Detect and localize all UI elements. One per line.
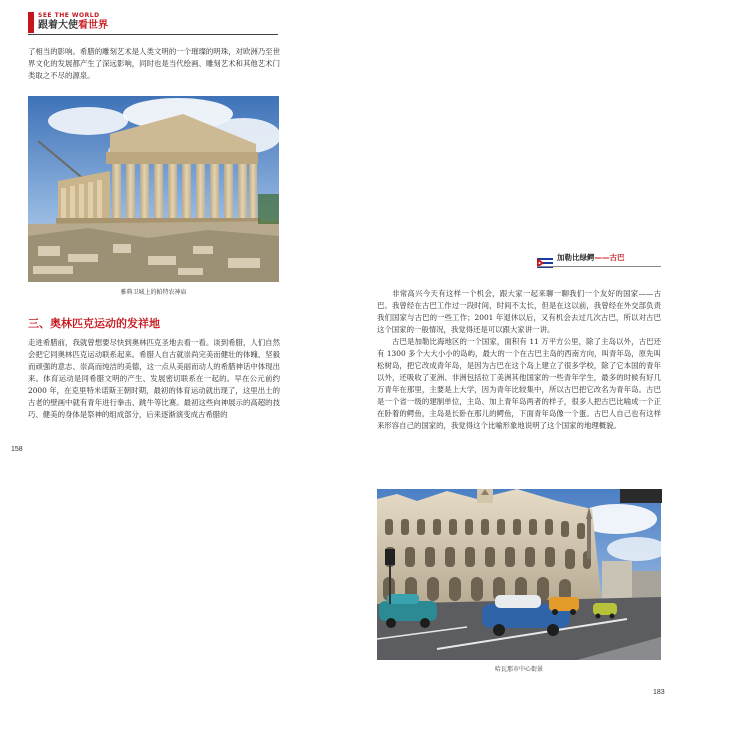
page-number-left: 158	[11, 446, 23, 453]
parthenon-illustration	[28, 96, 279, 282]
right-body-text	[377, 288, 661, 432]
right-paragraph-2: 古巴是加勒比海地区的一个国家，面积有 11 万平方公里，除了主岛以外，古巴还有 1300 多个大大小小的岛屿，最大的一个在古巴主岛的西南方向，叫青年岛，原先叫松树岛，把它改成青年岛，是因为古巴在这个岛上建立了很多学校，除了它本国的青年以外，还吸收了亚洲、非洲包括拉丁美洲其他国家的一些青年学生，最多的时候有好几万青年在那里，主要是上大学，因为青年比较集中，所以古巴把它改名为青年岛。古巴是一个省一级的建制单位，主岛、加上青年岛两者的样子，很多人把古巴比喻成一个正在卧着的鳄鱼，主岛是长卧在那儿的鳄鱼，下面青年岛像一个蛋。古巴人自己也有这样来形容自己的国家的，我觉得这个比喻形象地说明了这个国家的地理概貌。	[377, 337, 661, 430]
section-heading: 三、奥林匹克运动的发祥地	[28, 317, 160, 330]
right-paragraph-1: 非常高兴今天有这样一个机会，跟大家一起来聊一聊我们一个友好的国家——古巴。我曾经在古巴工作过一段时间，时间不太长，但是在这以前，我曾经在外交部负责我们国家与古巴的一些工作；2001 年退休以后，又有机会去过几次古巴，所以对古巴这个国家的一般情况，我觉得还是可以跟大家讲一讲。	[377, 289, 661, 334]
cuba-flag-icon	[537, 253, 553, 263]
header-divider	[28, 34, 278, 35]
chapter-label-part-a: 加勒比绿鳄	[557, 253, 595, 262]
header-title-part-a: 跟着大使	[38, 20, 78, 31]
chapter-label-part-b: ——古巴	[594, 253, 625, 262]
corner-block	[620, 489, 662, 503]
page-number-right: 183	[653, 689, 665, 696]
parthenon-caption: 雅典卫城上的帕特农神庙	[120, 289, 187, 296]
header-title	[38, 20, 108, 32]
left-intro-paragraph: 了相当的影响。希腊的雕刻艺术是人类文明的一个璀璨的明珠，对欧洲乃至世界文化的发展都产生了深远影响，同时也是当代绘画、雕刻艺术和其他艺术门类取之不尽的源泉。	[28, 47, 280, 80]
left-body-paragraph: 走进希腊前，我就曾想要尽快到奥林匹克圣地去看一看。谈到希腊，人们自然会把它同奥林匹克运动联系起来。希腊人自古就崇尚完美而健壮的体魄、坚毅而顽强的意志、崇高而纯洁的美德，这一点从美丽而动人的希腊神话中体现出来。体育运动是同希腊文明的产生、发展密切联系在一起的。早在公元前约 2000 年，在克里特米诺斯王朝时期，最初的体育运动就出现了，这里出土的古老的壁画中就有青年进行拳击、跳牛等比赛。最初这些向神展示的高超的技巧、健美的身体是祭神的组成部分，后来逐渐演变成古希腊的	[28, 338, 280, 419]
header-small-label: SEE THE WORLD	[38, 12, 100, 19]
havana-photo	[377, 489, 661, 660]
chapter-label	[557, 252, 625, 263]
parthenon-photo	[28, 96, 279, 282]
header-title-part-b: 看世界	[78, 20, 108, 31]
havana-illustration	[377, 489, 661, 660]
havana-caption: 哈瓦那市中心街景	[494, 666, 543, 673]
chapter-divider	[537, 266, 661, 267]
header-accent-bar	[28, 12, 34, 33]
